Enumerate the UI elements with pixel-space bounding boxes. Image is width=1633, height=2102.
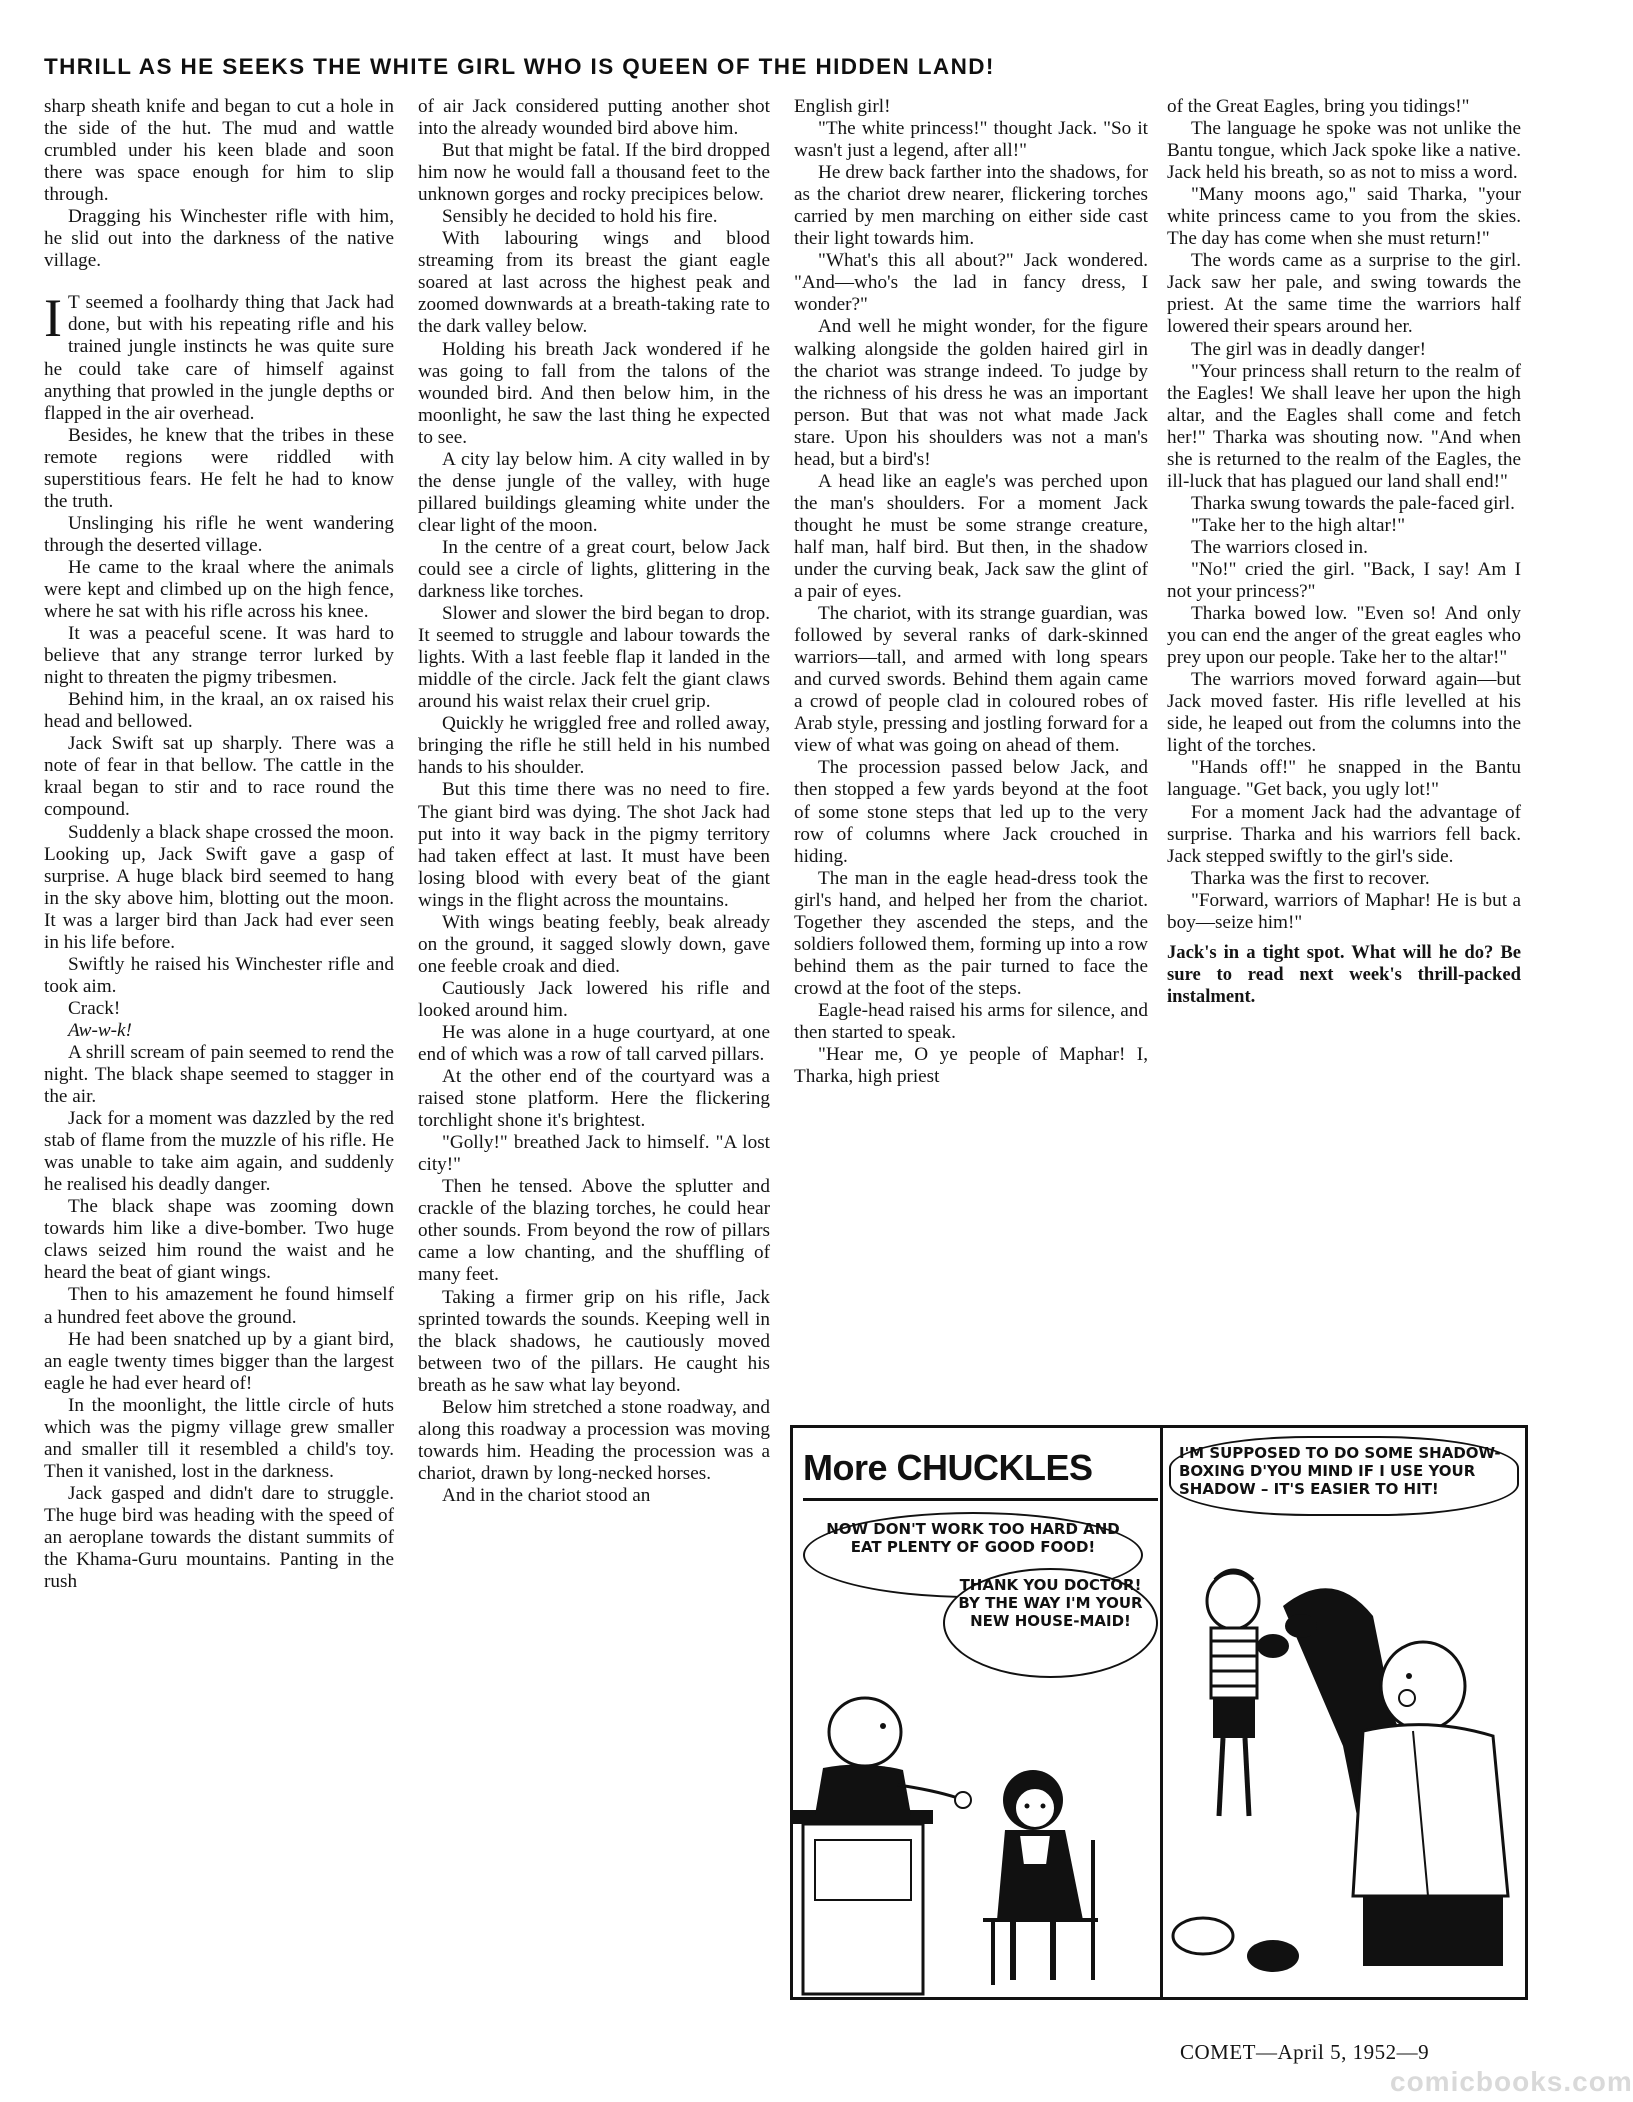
story-paragraph (44, 1020, 394, 1042)
story-paragraph (794, 118, 1148, 162)
paragraph-text: The language he spoke was not unlike the Bantu tongue, which Jack spoke like a native. Jack held his breath, so as not to miss a word. (1167, 118, 1521, 184)
paragraph-text: "Many moons ago," said Tharka, "your white princess came to you from the skies. The day has come when she must return!" (1167, 184, 1521, 250)
comic-title: More CHUCKLES (803, 1446, 1158, 1501)
paragraph-text: Taking a firmer grip on his rifle, Jack sprinted towards the sounds. Keeping well in the black shadows, he cautiously moved between two of the pillars. He caught his breath as he saw what lay beyond. (418, 1286, 770, 1396)
story-paragraph (1167, 868, 1521, 890)
story-paragraph (1167, 250, 1521, 338)
story-paragraph (418, 779, 770, 911)
story-paragraph (44, 822, 394, 954)
doctor-and-maid-illustration (793, 1690, 1158, 1990)
story-paragraph (44, 1483, 394, 1593)
paragraph-text: A shrill scream of pain seemed to rend the night. The black shape seemed to stagger in the air. (44, 1041, 394, 1108)
paragraph-text: With labouring wings and blood streaming from its breast the giant eagle soared at last across the highest peak and zoomed downwards at a breath-taking rate to the dark valley below. (418, 228, 770, 338)
paragraph-text: For a moment Jack had the advantage of surprise. Tharka and his warriors fell back. Jack stepped swiftly to the girl's side. (1167, 801, 1521, 867)
paragraph-text: The words came as a surprise to the girl. Jack saw her pale, and swing towards the priest. At the same time the warriors half lowered their spears around her. (1167, 250, 1521, 338)
story-paragraph (418, 713, 770, 779)
paragraph-text: "Forward, warriors of Maphar! He is but a boy—seize him!" (1167, 889, 1521, 933)
story-paragraph (794, 250, 1148, 316)
story-paragraph (44, 689, 394, 733)
speech-balloon-doctor: NOW DON'T WORK TOO HARD AND EAT PLENTY OF GOOD FOOD! (803, 1512, 1143, 1598)
paragraph-text: Holding his breath Jack wondered if he was going to fall from the talons of the wounded bird. And then below him, in the moonlight, he saw the last thing he expected to see. (418, 338, 770, 448)
paragraph-text: And in the chariot stood an (442, 1484, 651, 1506)
paragraph-text: English girl! (794, 96, 891, 117)
comic-strip (790, 1425, 1528, 2000)
paragraph-text: And well he might wonder, for the figure walking alongside the golden haired girl in the chariot was strange indeed. To judge by the richness of his dress he was an important person. But that was not what made Jack stare. Upon his shoulders was not a man's head, but a bird's! (794, 316, 1148, 470)
shadow-boxing-illustration (1163, 1516, 1525, 1996)
story-paragraph (1167, 669, 1521, 757)
paragraph-text: Slower and slower the bird began to drop. It seemed to struggle and labour towards the lights. With a last feeble flap it landed in the middle of the circle. Jack felt the giant claws around his waist relax their cruel grip. (418, 603, 770, 713)
story-paragraph (418, 537, 770, 603)
paragraph-text: At the other end of the courtyard was a raised stone platform. Here the flickering torchlight shone it's brightest. (418, 1066, 770, 1132)
story-paragraph (794, 96, 1148, 118)
paragraph-text: The man in the eagle head-dress took the girl's hand, and helped her from the chariot. Together they ascended the steps, and the soldiers followed them, forming up into a row behind them as the pair turned to face the crowd at the foot of the steps. (794, 867, 1148, 999)
story-paragraph (1167, 890, 1521, 934)
story-paragraph (418, 1485, 770, 1507)
paragraph-text: "Hear me, O ye people of Maphar! I, Tharka, high priest (794, 1044, 1148, 1088)
paragraph-text: Unslinging his rifle he went wandering through the deserted village. (44, 512, 394, 556)
paragraph-text: The warriors closed in. (1191, 536, 1368, 558)
story-paragraph (1167, 802, 1521, 868)
paragraph-text: Jack gasped and didn't dare to struggle. The huge bird was heading with the speed of an aeroplane towards the distant summits of the Khama-Guru mountains. Panting in the rush (44, 1482, 394, 1593)
paragraph-text: T seemed a foolhardy thing that Jack had done, but with his repeating rifle and his trained jungle instincts he was quite sure he could take care of himself against anything that prowled in the jungle depths or flapped in the air overhead. (44, 292, 394, 424)
paragraph-text: The procession passed below Jack, and then stopped a few yards beyond at the foot of some stone steps that led up to the very row of columns where Jack crouched in hiding. (794, 757, 1148, 867)
story-column-2 (418, 96, 770, 1507)
paragraph-text: Swiftly he raised his Winchester rifle and took aim. (44, 953, 394, 997)
story-paragraph (44, 1395, 394, 1483)
story-column-4 (1167, 96, 1521, 1008)
paragraph-text: Behind him, in the kraal, an ox raised his head and bellowed. (44, 689, 394, 733)
story-paragraph (1167, 339, 1521, 361)
paragraph-text: "Hands off!" he snapped in the Bantu language. "Get back, you ugly lot!" (1167, 757, 1521, 801)
paragraph-text: Then to his amazement he found himself a hundred feet above the ground. (44, 1284, 394, 1328)
paragraph-text: "Take her to the high altar!" (1191, 514, 1406, 536)
story-paragraph (44, 954, 394, 998)
paragraph-text: Eagle-head raised his arms for silence, and then started to speak. (794, 999, 1148, 1043)
paragraph-text: "No!" cried the girl. "Back, I say! Am I not your princess?" (1167, 558, 1521, 603)
paragraph-text: of air Jack considered putting another shot into the already wounded bird above him. (418, 96, 770, 140)
story-column-1 (44, 96, 394, 1593)
story-column-3 (794, 96, 1148, 1088)
story-paragraph (44, 1196, 394, 1284)
story-paragraph (794, 757, 1148, 867)
paragraph-text: Dragging his Winchester rifle with him, he slid out into the darkness of the native village. (44, 206, 394, 272)
paragraph-text: He came to the kraal where the animals were kept and climbed up on the high fence, where he sat with his rifle across his knee. (44, 556, 394, 623)
story-paragraph (1167, 118, 1521, 184)
story-paragraph (418, 140, 770, 206)
comic-panel-shadow-boxing (1163, 1428, 1525, 1997)
paragraph-text: Quickly he wriggled free and rolled away, bringing the rifle he still held in his numbed hands to his shoulder. (418, 713, 770, 779)
paragraph-text: Tharka was the first to recover. (1191, 867, 1430, 889)
speech-balloon-maid: THANK YOU DOCTOR! BY THE WAY I'M YOUR NEW HOUSE-MAID! (943, 1568, 1158, 1678)
story-paragraph (794, 1000, 1148, 1044)
story-paragraph (44, 513, 394, 557)
story-paragraph (418, 1066, 770, 1132)
paragraph-text: Besides, he knew that the tribes in these remote regions were riddled with superstitious fears. He felt he had to know the truth. (44, 424, 394, 512)
drop-cap: I (44, 288, 62, 349)
story-paragraph (418, 449, 770, 537)
paragraph-text: The warriors moved forward again—but Jack moved faster. His rifle levelled at his side, he leaped out from the columns into the light of the torches. (1167, 669, 1521, 757)
paragraph-text: The black shape was zooming down towards him like a dive-bomber. Two huge claws seized him round the waist and he heard the beat of giant wings. (44, 1196, 394, 1284)
story-paragraph (44, 557, 394, 623)
paragraph-text: Tharka bowed low. "Even so! And only you can end the anger of the great eagles who prey upon our people. Take her to the altar!" (1167, 603, 1521, 669)
paragraph-text: of the Great Eagles, bring you tidings!" (1167, 96, 1470, 117)
paragraph-text: Tharka swung towards the pale-faced girl. (1191, 492, 1515, 514)
paragraph-text: "What's this all about?" Jack wondered. "And—who's the lad in fancy dress, I wonder?" (794, 250, 1148, 316)
paragraph-text: Aw-w-k! (68, 1019, 132, 1041)
paragraph-text: It was a peaceful scene. It was hard to believe that any strange terror lurked by night to threaten the pigmy tribesmen. (44, 623, 394, 689)
story-paragraph (418, 206, 770, 228)
story-paragraph (1167, 757, 1521, 801)
paragraph-text: Jack for a moment was dazzled by the red stab of flame from the muzzle of his rifle. He was unable to take aim again, and suddenly he realised his deadly danger. (44, 1108, 394, 1196)
story-paragraph (1167, 559, 1521, 603)
page-headline: THRILL AS HE SEEKS THE WHITE GIRL WHO IS QUEEN OF THE HIDDEN LAND! (44, 54, 995, 79)
story-paragraph (418, 603, 770, 713)
story-paragraph (1167, 96, 1521, 118)
story-paragraph (418, 1022, 770, 1066)
paragraph-text: In the centre of a great court, below Jack could see a circle of lights, glittering in the darkness like torches. (418, 536, 770, 603)
story-paragraph (418, 978, 770, 1022)
story-paragraph (44, 1284, 394, 1328)
paragraph-text: He drew back farther into the shadows, for as the chariot drew nearer, flickering torches carried by men marching on either side cast their light towards him. (794, 162, 1148, 250)
story-paragraph (44, 733, 394, 821)
story-paragraph (1167, 515, 1521, 537)
story-paragraph (794, 1044, 1148, 1088)
paragraph-text: Sensibly he decided to hold his fire. (442, 206, 718, 228)
story-paragraph (418, 96, 770, 140)
story-paragraph (44, 288, 394, 424)
story-paragraph (418, 912, 770, 978)
story-paragraph (418, 228, 770, 338)
paragraph-text: Then he tensed. Above the splutter and crackle of the blazing torches, he could hear other sounds. From beyond the row of pillars came a low chanting, and the shuffling of many feet. (418, 1176, 770, 1286)
paragraph-text: Jack's in a tight spot. What will he do? Be sure to read next week's thrill-packed instalment. (1167, 941, 1521, 1007)
paragraph-text: Suddenly a black shape crossed the moon. Looking up, Jack Swift gave a gasp of surprise. A huge black bird seemed to hang in the sky above him, blotting out the moon. It was a larger bird than Jack had ever seen in his life before. (44, 821, 394, 953)
story-paragraph (794, 316, 1148, 470)
paragraph-text: Below him stretched a stone roadway, and along this roadway a procession was moving towards him. Heading the procession was a chariot, drawn by long-necked horses. (418, 1396, 770, 1484)
paragraph-text: The chariot, with its strange guardian, was followed by several ranks of dark-skinned warriors—tall, and armed with long spears and curved swords. Behind them again came a crowd of people clad in coloured robes of Arab style, pressing and jostling forward for a view of what was going on ahead of them. (794, 603, 1148, 757)
story-paragraph (794, 868, 1148, 1000)
story-paragraph (44, 425, 394, 513)
story-paragraph (1167, 537, 1521, 559)
story-paragraph (794, 471, 1148, 603)
comic-panel-doctor (793, 1428, 1163, 1997)
paragraph-text: A head like an eagle's was perched upon the man's shoulders. For a moment Jack thought he must be some strange creature, half man, half bird. But then, in the shadow under the curving beak, Jack saw the glint of a pair of eyes. (794, 470, 1148, 603)
story-paragraph (44, 998, 394, 1020)
paragraph-text: In the moonlight, the little circle of huts which was the pigmy village grew smaller and smaller till it resembled a child's toy. Then it vanished, lost in the darkness. (44, 1394, 394, 1482)
story-paragraph (1167, 603, 1521, 669)
paragraph-text: Cautiously Jack lowered his rifle and looked around him. (418, 977, 770, 1021)
paragraph-text: With wings beating feebly, beak already on the ground, it sagged slowly down, gave one feeble croak and died. (418, 911, 770, 977)
story-paragraph (44, 96, 394, 206)
paragraph-text: The girl was in deadly danger! (1191, 338, 1426, 360)
paragraph-text: Crack! (68, 997, 121, 1019)
paragraph-text: A city lay below him. A city walled in by the dense jungle of the valley, with huge pillared buildings gleaming white under the clear light of the moon. (418, 448, 770, 536)
paragraph-text: But that might be fatal. If the bird dropped him now he would fall a thousand feet to the unknown gorges and rocky precipices below. (418, 140, 770, 206)
story-paragraph (418, 1397, 770, 1485)
story-paragraph (44, 1329, 394, 1395)
story-paragraph (44, 1042, 394, 1108)
story-paragraph (1167, 184, 1521, 250)
story-paragraph (44, 206, 394, 272)
story-paragraph (1167, 493, 1521, 515)
story-paragraph (418, 339, 770, 449)
story-paragraph (794, 603, 1148, 757)
story-paragraph (44, 623, 394, 689)
paragraph-text: He had been snatched up by a giant bird, an eagle twenty times bigger than the largest eagle he had ever heard of! (44, 1328, 394, 1394)
story-paragraph (794, 162, 1148, 250)
story-paragraph (1167, 942, 1521, 1008)
paragraph-text: "Your princess shall return to the realm of the Eagles! We shall leave her upon the high altar, and the Eagles shall come and fetch her!" Tharka was shouting now. "And when she is returned to the realm of the Eagles, the ill-luck that has plagued our land shall end!" (1167, 360, 1521, 492)
paragraph-text: Jack Swift sat up sharply. There was a note of fear in that bellow. The cattle in the kraal began to stir and to race round the compound. (44, 733, 394, 821)
paragraph-text: But this time there was no need to fire. The giant bird was dying. The shot Jack had put into it way back in the pigmy territory had taken effect at last. It must have been losing blood with every beat of the giant wings in the flight across the mountains. (418, 779, 770, 911)
paragraph-text: "Golly!" breathed Jack to himself. "A lost city!" (418, 1132, 770, 1176)
paragraph-text: He was alone in a huge courtyard, at one end of which was a row of tall carved pillars. (418, 1021, 770, 1066)
paragraph-text: "The white princess!" thought Jack. "So it wasn't just a legend, after all!" (794, 118, 1148, 162)
page-footer: COMET—April 5, 1952—9 (1180, 2040, 1430, 2064)
paragraph-text: sharp sheath knife and began to cut a hole in the side of the hut. The mud and wattle crumbled under his keen blade and soon there was space enough for him to slip through. (44, 96, 394, 206)
story-paragraph (418, 1176, 770, 1286)
story-paragraph (1167, 361, 1521, 493)
watermark: comicbooks.com (1390, 2066, 1633, 2097)
story-paragraph (418, 1132, 770, 1176)
speech-balloon-boxer: I'M SUPPOSED TO DO SOME SHADOW-BOXING D'YOU MIND IF I USE YOUR SHADOW – IT'S EASIER TO HIT! (1169, 1436, 1519, 1516)
story-paragraph (44, 1108, 394, 1196)
story-paragraph (418, 1287, 770, 1397)
